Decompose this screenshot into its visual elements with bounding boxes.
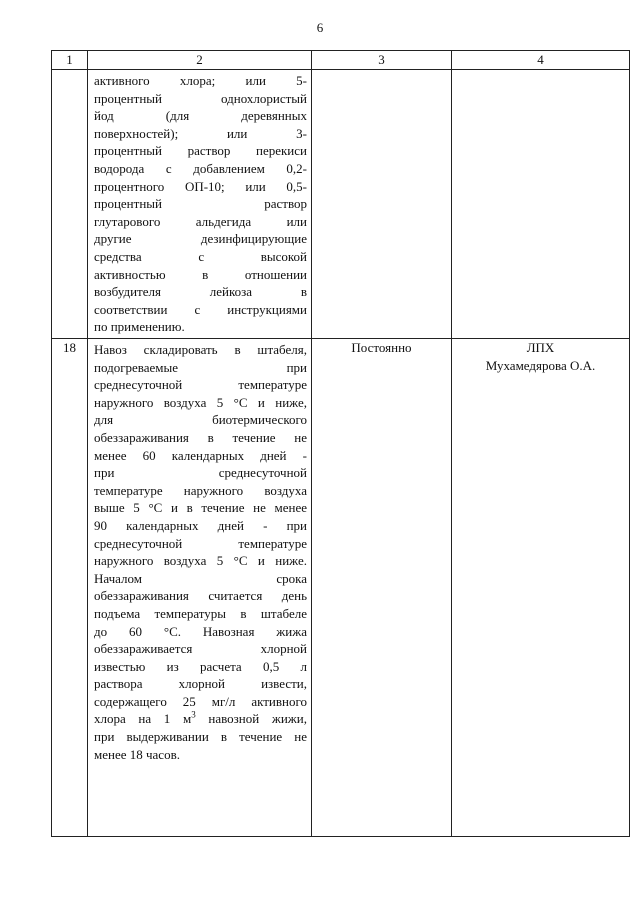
table-row-continuation: [52, 70, 630, 339]
text-line: процентный раствор перекиси: [94, 143, 307, 159]
table-row-18: [52, 339, 630, 837]
text-line: активного хлора; или 5-: [94, 73, 307, 88]
text-line: по применению.: [94, 319, 185, 335]
responsible-person: Мухамедярова О.А.: [485, 357, 596, 373]
text-line: наружного воздуха 5 °С и ниже,: [94, 394, 307, 410]
text-line: Навоз складировать в штабеля,: [94, 342, 307, 357]
measures-table: [51, 50, 630, 837]
text-line: содержащего 25 мг/л активного: [94, 693, 307, 709]
text-line: активностью в отношении: [94, 266, 307, 282]
text-line: известью из расчета 0,5 л: [94, 658, 307, 674]
text-line: 90 календарных дней - при: [94, 517, 307, 533]
text-line: обеззараживания в течение не: [94, 429, 307, 445]
text-line: выше 5 °С и в течение не менее: [94, 500, 307, 516]
text-line: для биотермического: [94, 412, 307, 428]
header-col-3: 3: [312, 51, 452, 70]
period-cell: Постоянно: [312, 339, 452, 837]
text-line-with-superscript: [94, 710, 307, 728]
page-number: 6: [316, 20, 324, 35]
text-line: раствора хлорной извести,: [94, 676, 307, 692]
responsible-org: ЛПХ: [526, 340, 555, 355]
header-col-4: 4: [452, 51, 630, 70]
text-line: глутарового альдегида или: [94, 213, 307, 229]
text-line: менее 60 календарных дней -: [94, 447, 307, 463]
text-line: другие дезинфицирующие: [94, 231, 307, 247]
measure-text-continued: [88, 70, 312, 339]
text-line: менее 18 часов.: [94, 746, 180, 762]
table-header-row: [52, 51, 630, 70]
text-line: среднесуточной температуре: [94, 377, 307, 393]
text-line: соответствии с инструкциями: [94, 301, 307, 317]
text-line: обеззараживается хлорной: [94, 641, 307, 657]
text-line: Началом срока: [94, 570, 307, 586]
responsible-empty: [452, 70, 630, 339]
header-col-2: 2: [88, 51, 312, 70]
row-number: 18: [52, 339, 88, 837]
text-line: при среднесуточной: [94, 465, 307, 481]
text-line: до 60 °С. Навозная жижа: [94, 623, 307, 639]
row-number-empty: [52, 70, 88, 339]
text-line: йод (для деревянных: [94, 108, 307, 124]
text-line: наружного воздуха 5 °С и ниже.: [94, 553, 307, 569]
text-line: поверхностей); или 3-: [94, 125, 307, 141]
responsible-cell: [452, 339, 630, 837]
superscript-exponent: 3: [191, 710, 196, 721]
text-line: подогреваемые при: [94, 359, 307, 375]
text-line: процентный раствор: [94, 196, 307, 212]
text-line: подъема температуры в штабеле: [94, 605, 307, 621]
text-line: водорода с добавлением 0,2-: [94, 160, 307, 176]
text-line: процентный однохлористый: [94, 90, 307, 106]
text-line: средства с высокой: [94, 248, 307, 264]
period-empty: [312, 70, 452, 339]
measure-text: [88, 339, 312, 837]
text-fragment: хлора на 1 м: [94, 711, 192, 727]
text-fragment: навозной жижи,: [195, 711, 307, 727]
header-col-1: 1: [52, 51, 88, 70]
text-line: обеззараживания считается день: [94, 588, 307, 604]
text-line: при выдерживании в течение не: [94, 729, 307, 745]
text-line: возбудителя лейкоза в: [94, 284, 307, 300]
text-line: процентного ОП-10; или 0,5-: [94, 178, 307, 194]
text-line: среднесуточной температуре: [94, 535, 307, 551]
text-line: температуре наружного воздуха: [94, 482, 307, 498]
